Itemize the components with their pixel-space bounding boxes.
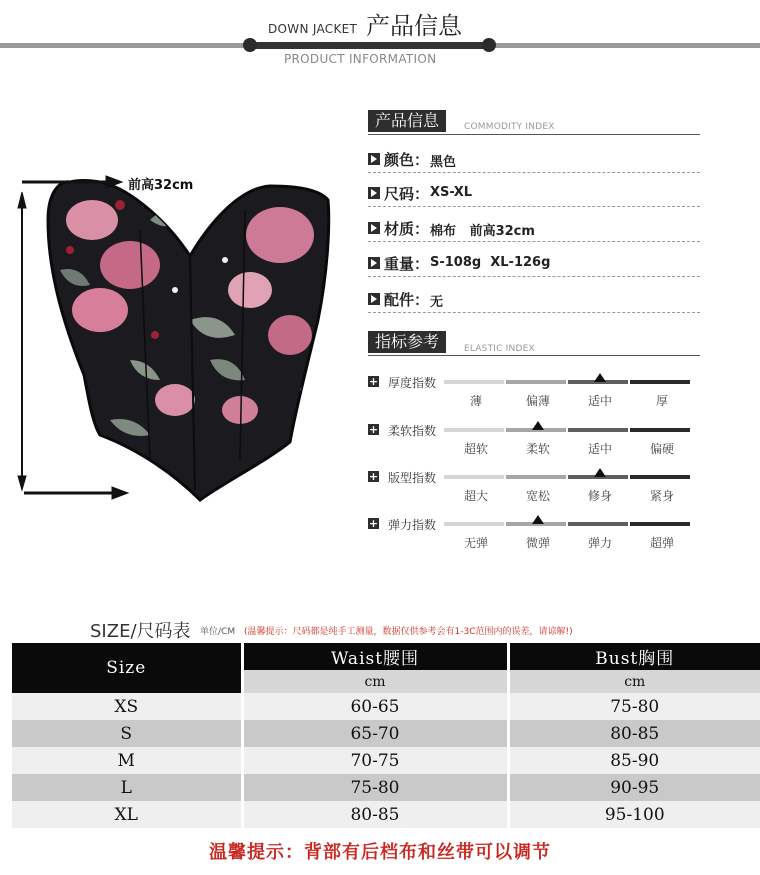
cell-bust: 75-80 xyxy=(508,693,760,720)
arrow-icon xyxy=(368,222,380,234)
scale-tick-label: 适中 xyxy=(587,394,612,408)
size-table xyxy=(12,643,760,828)
arrow-icon xyxy=(368,153,380,165)
scale-segment xyxy=(630,380,690,384)
cell-waist: 70-75 xyxy=(242,747,508,774)
spec-row-color xyxy=(368,148,700,174)
scale-tick-label: 微弹 xyxy=(525,536,550,550)
selected-marker-icon xyxy=(594,373,606,382)
scale-tick-label: 柔软 xyxy=(525,442,550,456)
scale-tick-label: 超大 xyxy=(463,489,488,503)
scale-segment xyxy=(506,380,566,384)
cell-bust: 85-90 xyxy=(508,747,760,774)
arrow-icon xyxy=(368,257,380,269)
cell-size: S xyxy=(12,720,242,747)
cell-size: XL xyxy=(12,801,242,828)
cell-waist: 75-80 xyxy=(242,774,508,801)
cell-size: M xyxy=(12,747,242,774)
scale-tick-label: 紧身 xyxy=(649,489,674,503)
header-subtitle: PRODUCT INFORMATION xyxy=(284,52,437,66)
index-name: 柔软指数 xyxy=(388,424,437,438)
divider xyxy=(368,241,700,242)
height-label: 前高32cm xyxy=(128,178,194,193)
divider xyxy=(368,206,700,207)
cell-waist: 65-70 xyxy=(242,720,508,747)
scale-tick-label: 厚 xyxy=(655,394,668,408)
plus-icon: + xyxy=(368,375,379,388)
size-chart-unit: 单位/CM xyxy=(200,627,236,637)
spec-label: 尺码： xyxy=(384,185,430,203)
tip-text: 温馨提示：背部有后档布和丝带可以调节 xyxy=(209,842,551,863)
plus-icon: + xyxy=(368,517,379,530)
table-row xyxy=(12,774,760,801)
plus-icon: + xyxy=(368,423,379,436)
scale-tick-label: 超软 xyxy=(463,442,488,456)
scale-segment xyxy=(444,475,504,479)
table-row xyxy=(12,693,760,720)
spec-row-weight xyxy=(368,252,700,278)
elastic-heading: 指标参考 xyxy=(368,331,446,353)
scale-segment xyxy=(630,428,690,432)
spec-value: 无 xyxy=(430,295,444,310)
index-row xyxy=(368,518,698,558)
size-header: Size xyxy=(12,643,242,693)
header-dot-left xyxy=(243,38,257,52)
waist-header: Waist腰围 xyxy=(242,643,508,670)
cell-size: L xyxy=(12,774,242,801)
scale-segment xyxy=(444,428,504,432)
table-row xyxy=(12,720,760,747)
scale-segment xyxy=(630,475,690,479)
index-name: 厚度指数 xyxy=(388,376,437,390)
cell-bust: 95-100 xyxy=(508,801,760,828)
index-name: 弹力指数 xyxy=(388,518,437,532)
commodity-rule xyxy=(368,134,700,135)
cell-bust: 80-85 xyxy=(508,720,760,747)
cell-bust: 90-95 xyxy=(508,774,760,801)
divider xyxy=(368,172,700,173)
spec-label: 材质： xyxy=(384,220,430,238)
scale-tick-label: 修身 xyxy=(587,489,612,503)
product-image xyxy=(0,160,360,510)
divider xyxy=(368,276,700,277)
header-rule-dark xyxy=(248,42,492,49)
spec-value: XS-XL xyxy=(430,185,473,200)
cell-waist: 80-85 xyxy=(242,801,508,828)
selected-marker-icon xyxy=(532,515,544,524)
scale-tick-label: 宽松 xyxy=(525,489,550,503)
selected-marker-icon xyxy=(594,468,606,477)
selected-marker-icon xyxy=(532,421,544,430)
size-chart-title: SIZE/尺码表 xyxy=(90,621,191,642)
scale-tick-label: 适中 xyxy=(587,442,612,456)
bust-unit: cm xyxy=(508,670,760,693)
scale-tick-label: 薄 xyxy=(469,394,482,408)
scale-tick-label: 弹力 xyxy=(587,536,612,550)
scale-segment xyxy=(568,428,628,432)
header-title-en: DOWN JACKET xyxy=(268,22,358,36)
cell-size: XS xyxy=(12,693,242,720)
table-row xyxy=(12,801,760,828)
index-row xyxy=(368,424,698,464)
cell-waist: 60-65 xyxy=(242,693,508,720)
scale-segment xyxy=(444,522,504,526)
spec-label: 重量： xyxy=(384,255,430,273)
scale-tick-label: 偏薄 xyxy=(525,394,550,408)
spec-value: 黑色 xyxy=(430,155,457,170)
index-row xyxy=(368,471,698,511)
size-chart-note: (温馨提示：尺码都是纯手工测量，数据仅供参考会有1-3C范围内的误差，请谅解!) xyxy=(244,627,573,637)
table-row xyxy=(12,747,760,774)
commodity-heading: 产品信息 xyxy=(368,110,446,132)
scale-segment xyxy=(506,475,566,479)
index-row xyxy=(368,376,698,416)
index-name: 版型指数 xyxy=(388,471,437,485)
arrow-icon xyxy=(368,293,380,305)
plus-icon: + xyxy=(368,470,379,483)
spec-label: 颜色： xyxy=(384,151,430,169)
header-dot-right xyxy=(482,38,496,52)
scale-segment xyxy=(444,380,504,384)
spec-label: 配件： xyxy=(384,291,430,309)
elastic-heading-en: ELASTIC INDEX xyxy=(464,344,535,354)
spec-value: S-108g XL-126g xyxy=(430,255,551,270)
header-title-cn: 产品信息 xyxy=(366,12,462,40)
waist-unit: cm xyxy=(242,670,508,693)
divider xyxy=(368,312,700,313)
scale-segment xyxy=(568,522,628,526)
scale-segment xyxy=(630,522,690,526)
scale-tick-label: 超弹 xyxy=(649,536,674,550)
spec-row-size xyxy=(368,182,700,208)
scale-tick-label: 偏硬 xyxy=(649,442,674,456)
bust-header: Bust胸围 xyxy=(508,643,760,670)
scale-tick-label: 无弹 xyxy=(463,536,488,550)
spec-row-material xyxy=(368,217,700,243)
commodity-heading-en: COMMODITY INDEX xyxy=(464,122,555,132)
spec-value: 棉布 前高32cm xyxy=(430,224,535,239)
spec-row-accessories xyxy=(368,288,700,314)
elastic-rule xyxy=(368,355,700,356)
arrow-icon xyxy=(368,187,380,199)
corset-illustration xyxy=(48,181,329,501)
